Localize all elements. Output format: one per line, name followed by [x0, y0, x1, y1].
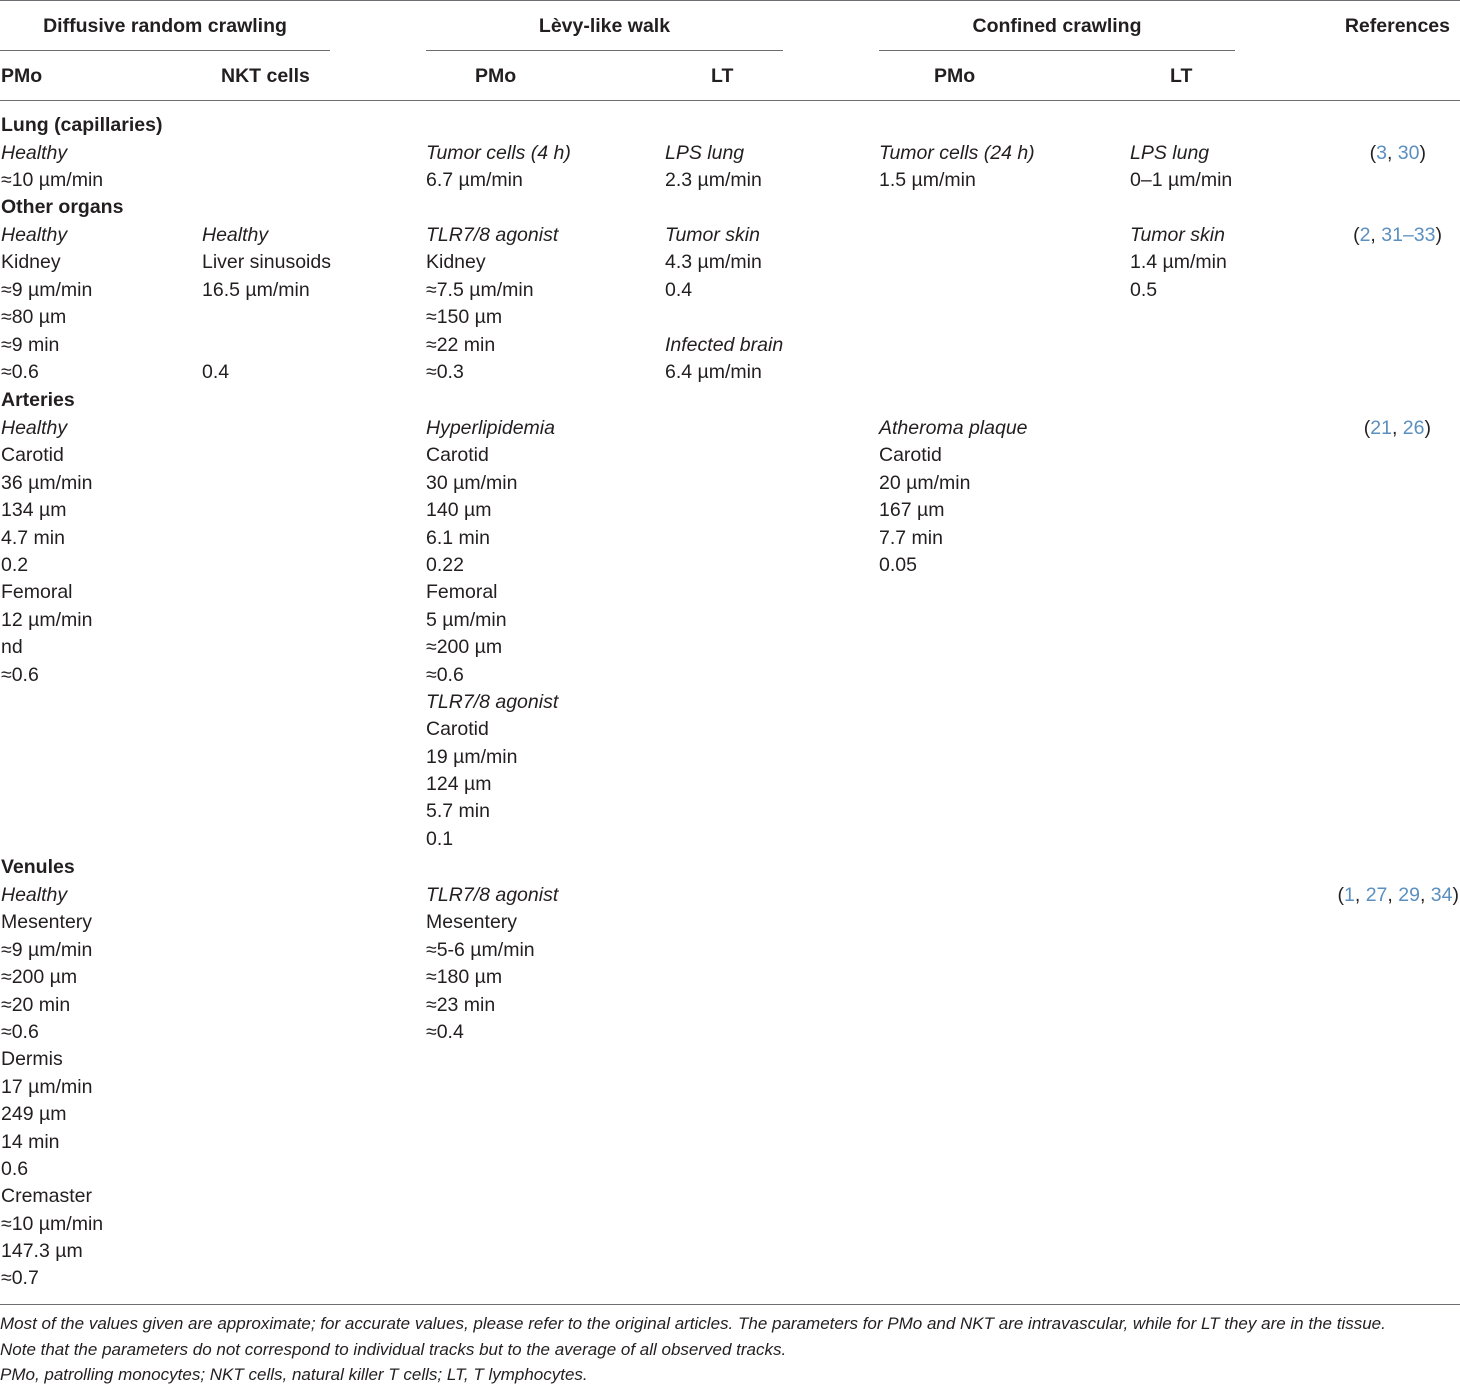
other-references: (2, 31–33): [1353, 224, 1442, 246]
ref-link[interactable]: 3: [1376, 142, 1387, 164]
venules-diffusive-pmo: Healthy Mesentery ≈9 µm/min ≈200 µm ≈20 min ≈0.6 Dermis 17 µm/min 249 µm 14 min 0.6 Cremaster ≈10 µm/min 147.3 µm ≈0.7: [1, 884, 104, 1290]
header-references: References: [1344, 15, 1450, 37]
arteries-references: (21, 26): [1363, 417, 1431, 439]
lung-diffusive-pmo: Healthy ≈10 µm/min: [1, 142, 104, 192]
ref-link[interactable]: 29: [1398, 884, 1420, 906]
group-header-diffusive: Diffusive random crawling: [43, 15, 287, 37]
arteries-levy-pmo: Hyperlipidemia Carotid 30 µm/min 140 µm 6.1 min 0.22 Femoral 5 µm/min ≈200 µm ≈0.6 TLR7/8 agonist Carotid 19 µm/min 124 µm 5.7 min 0.1: [426, 417, 559, 850]
ref-link[interactable]: 1: [1344, 884, 1355, 906]
footnote-2: Note that the parameters do not correspond to individual tracks but to the average of all observed tracks.: [0, 1340, 787, 1359]
group1-underline: [0, 50, 330, 51]
col-header-confined-lt: LT: [1170, 65, 1193, 87]
other-diffusive-pmo: Healthy Kidney ≈9 µm/min ≈80 µm ≈9 min ≈0.6: [1, 224, 93, 383]
col-header-levy-lt: LT: [711, 65, 734, 87]
venules-references: (1, 27, 29, 34): [1337, 884, 1459, 906]
header-bottom-rule: [0, 100, 1460, 101]
col-header-diffusive-pmo: PMo: [1, 65, 43, 87]
other-levy-lt: Tumor skin 4.3 µm/min 0.4 Infected brain 6.4 µm/min: [665, 224, 784, 383]
group2-underline: [426, 50, 783, 51]
ref-link[interactable]: 34: [1430, 884, 1453, 906]
group-header-confined: Confined crawling: [972, 15, 1142, 37]
lung-references: (3, 30): [1369, 142, 1426, 164]
group-header-levy: Lèvy-like walk: [538, 15, 671, 37]
arteries-confined-pmo: Atheroma plaque Carotid 20 µm/min 167 µm 7.7 min 0.05: [879, 417, 1028, 576]
section-title-venules: Venules: [1, 856, 75, 878]
section-title-lung: Lung (capillaries): [1, 114, 163, 136]
lung-levy-pmo: Tumor cells (4 h) 6.7 µm/min: [426, 142, 571, 192]
top-rule: [0, 0, 1460, 1]
section-title-arteries: Arteries: [1, 389, 75, 411]
ref-link[interactable]: 2: [1359, 224, 1371, 246]
section-title-other-organs: Other organs: [1, 196, 124, 218]
footnote-3: PMo, patrolling monocytes; NKT cells, natural killer T cells; LT, T lymphocytes.: [0, 1365, 588, 1384]
other-levy-pmo: TLR7/8 agonist Kidney ≈7.5 µm/min ≈150 µm ≈22 min ≈0.3: [426, 224, 559, 383]
other-diffusive-nkt: Healthy Liver sinusoids 16.5 µm/min 0.4: [202, 224, 331, 383]
arteries-diffusive-pmo: Healthy Carotid 36 µm/min 134 µm 4.7 min 0.2 Femoral 12 µm/min nd ≈0.6: [1, 417, 93, 686]
venules-levy-pmo: TLR7/8 agonist Mesentery ≈5-6 µm/min ≈180 µm ≈23 min ≈0.4: [426, 884, 559, 1043]
footnote-1: Most of the values given are approximate; for accurate values, please refer to the original articles. The parameters for PMo and NKT are intravascular, while for LT they are in the tissue.: [0, 1314, 1386, 1333]
lung-levy-lt: LPS lung 2.3 µm/min: [665, 142, 762, 192]
ref-link[interactable]: 26: [1402, 417, 1425, 439]
ref-link[interactable]: 21: [1370, 417, 1392, 439]
ref-link[interactable]: 31–33: [1381, 224, 1436, 246]
lung-confined-pmo: Tumor cells (24 h) 1.5 µm/min: [879, 142, 1035, 192]
group3-underline: [879, 50, 1235, 51]
col-header-diffusive-nkt: NKT cells: [221, 65, 310, 87]
table-bottom-rule: [0, 1304, 1460, 1305]
ref-link[interactable]: 27: [1365, 884, 1388, 906]
other-confined-lt: Tumor skin 1.4 µm/min 0.5: [1130, 224, 1227, 301]
ref-link[interactable]: 30: [1397, 142, 1420, 164]
lung-confined-lt: LPS lung 0–1 µm/min: [1130, 142, 1233, 192]
col-header-levy-pmo: PMo: [475, 65, 517, 87]
col-header-confined-pmo: PMo: [934, 65, 976, 87]
